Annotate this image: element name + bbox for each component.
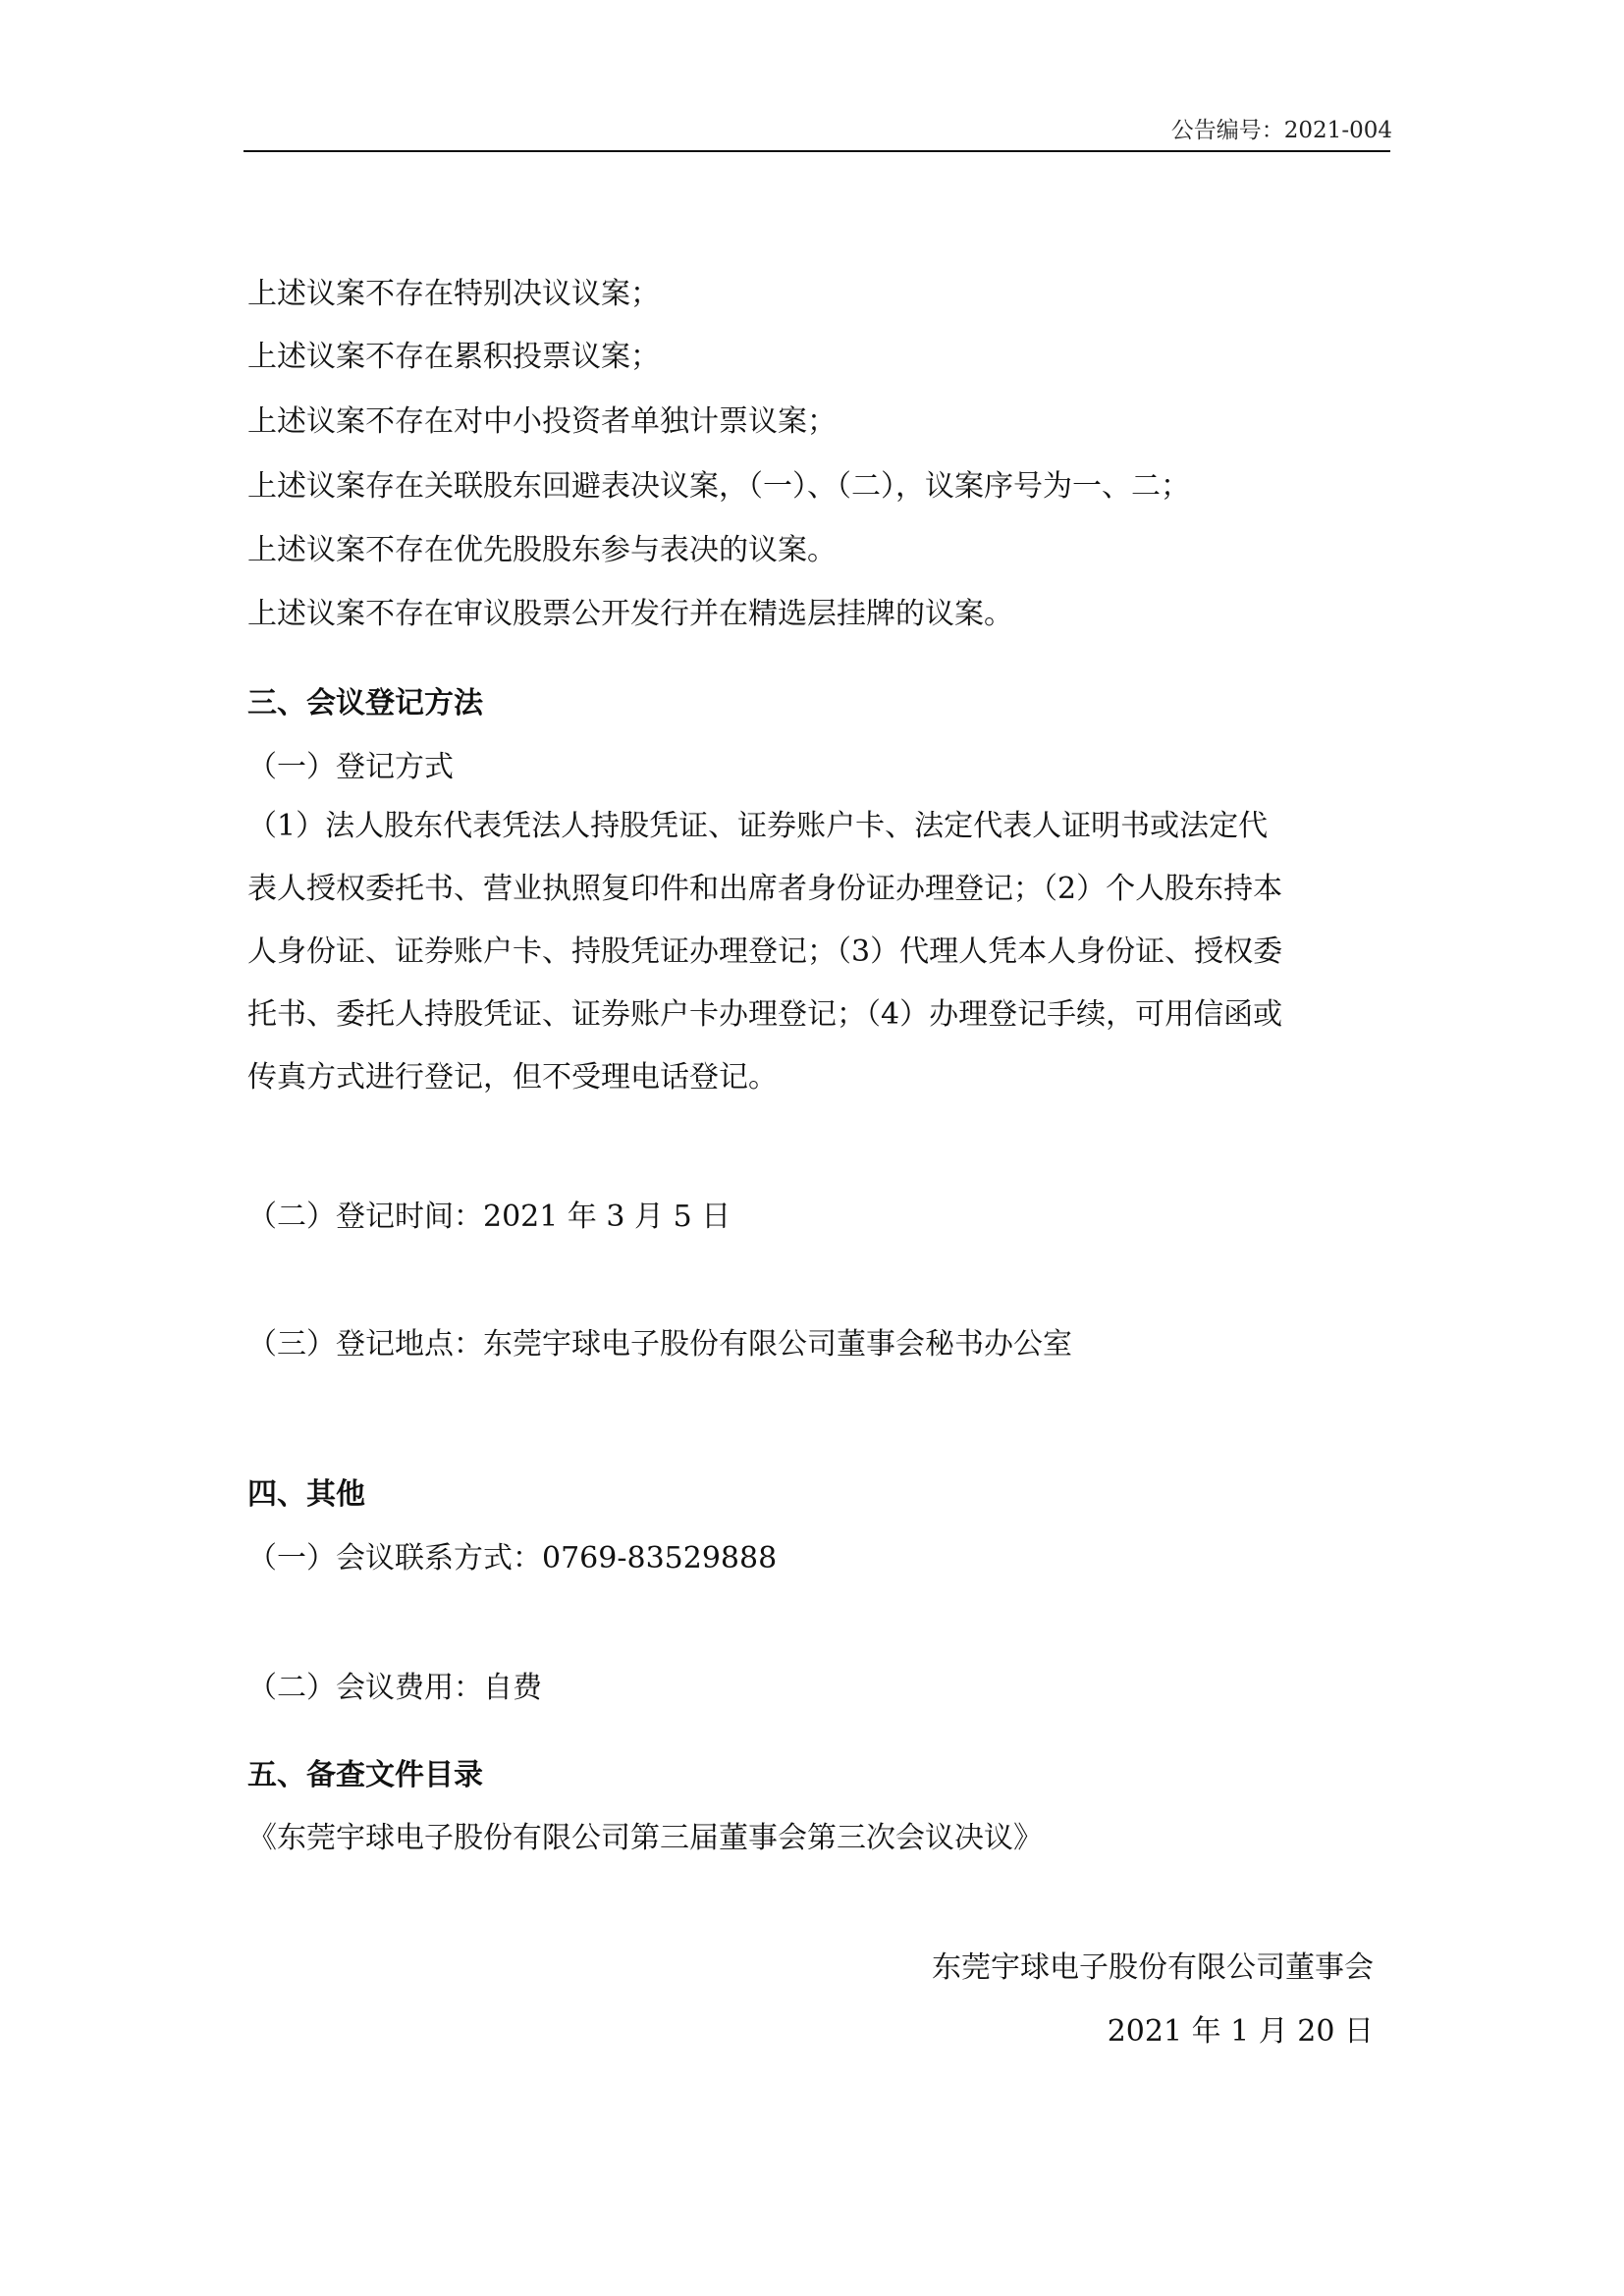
paragraph-line: 托书、委托人持股凭证、证券账户卡办理登记；（4）办理登记手续，可用信函或 bbox=[247, 997, 1283, 1032]
note-line: 上述议案不存在对中小投资者单独计票议案； bbox=[247, 404, 837, 439]
signature-company: 东莞宇球电子股份有限公司董事会 bbox=[932, 1950, 1374, 1985]
section-4-heading: 四、其他 bbox=[247, 1477, 365, 1512]
registration-method-title: （一）登记方式 bbox=[247, 750, 454, 784]
reference-document: 《东莞宇球电子股份有限公司第三届董事会第三次会议决议》 bbox=[247, 1821, 1043, 1855]
note-line: 上述议案不存在累积投票议案； bbox=[247, 340, 660, 374]
registration-location: （三）登记地点：东莞宇球电子股份有限公司董事会秘书办公室 bbox=[247, 1327, 1072, 1362]
note-line: 上述议案不存在特别决议议案； bbox=[247, 277, 660, 311]
note-line: 上述议案不存在审议股票公开发行并在精选层挂牌的议案。 bbox=[247, 597, 1013, 631]
header-divider bbox=[244, 150, 1390, 152]
paragraph-line: 表人授权委托书、营业执照复印件和出席者身份证办理登记；（2）个人股东持本 bbox=[247, 872, 1283, 906]
announcement-code: 公告编号：2021-004 bbox=[1170, 118, 1392, 143]
note-line: 上述议案不存在优先股股东参与表决的议案。 bbox=[247, 533, 837, 567]
contact-info: （一）会议联系方式：0769-83529888 bbox=[247, 1541, 778, 1575]
paragraph-line: （1）法人股东代表凭法人持股凭证、证券账户卡、法定代表人证明书或法定代 bbox=[247, 809, 1269, 843]
meeting-fee: （二）会议费用：自费 bbox=[247, 1671, 542, 1705]
note-line: 上述议案存在关联股东回避表决议案，（一）、（二），议案序号为一、二； bbox=[247, 469, 1190, 504]
paragraph-line: 传真方式进行登记，但不受理电话登记。 bbox=[247, 1060, 778, 1095]
signature-date: 2021 年 1 月 20 日 bbox=[1107, 2014, 1374, 2049]
paragraph-line: 人身份证、证券账户卡、持股凭证办理登记；（3）代理人凭本人身份证、授权委 bbox=[247, 934, 1283, 969]
section-3-heading: 三、会议登记方法 bbox=[247, 686, 483, 721]
registration-time: （二）登记时间：2021 年 3 月 5 日 bbox=[247, 1200, 731, 1234]
registration-method-paragraph bbox=[247, 795, 1392, 1109]
section-5-heading: 五、备查文件目录 bbox=[247, 1758, 483, 1792]
